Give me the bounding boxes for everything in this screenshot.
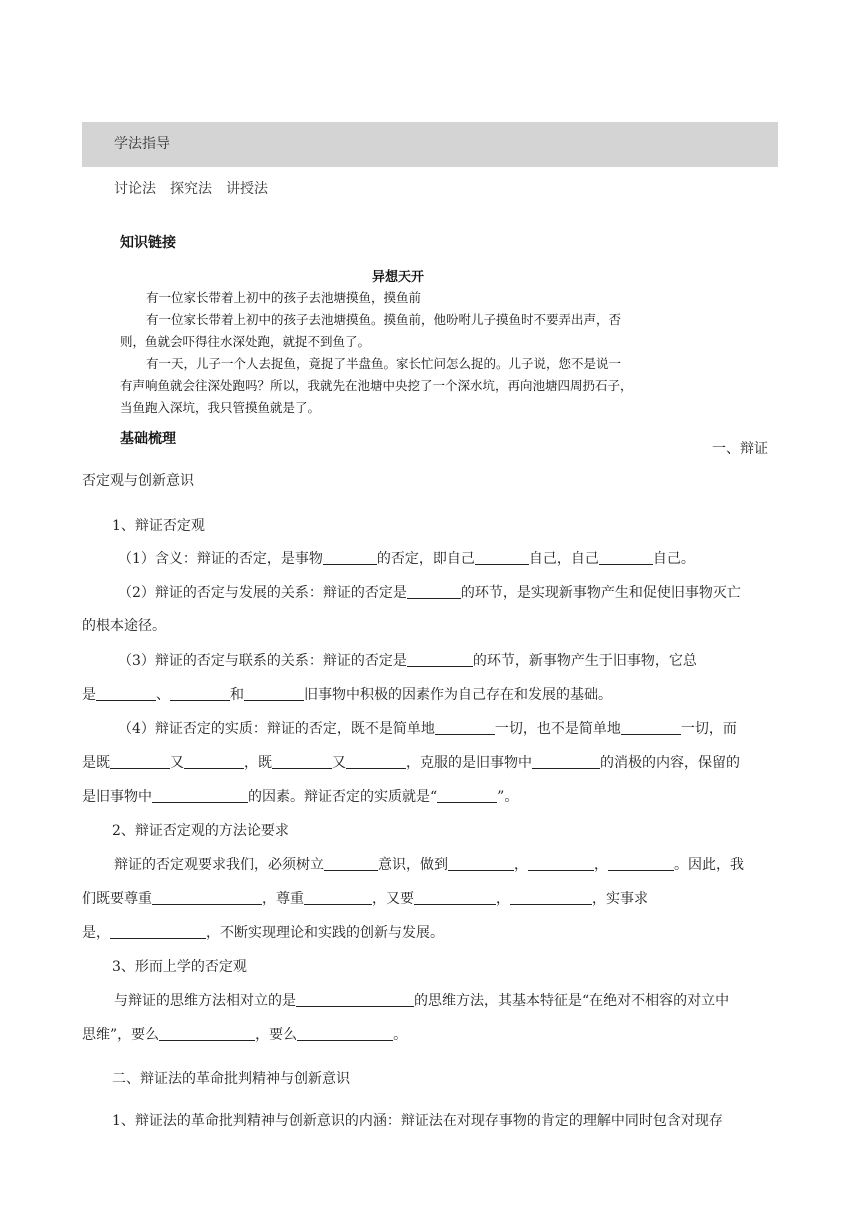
fill-line-connection-cont: 是 、 和 旧事物中积极的因素作为自己存在和发展的基础。 xyxy=(82,687,612,703)
subsection-1-2: 2、辩证否定观的方法论要求 xyxy=(112,823,289,839)
fill-line-development-cont: 的根本途径。 xyxy=(82,618,166,634)
fill-blank[interactable] xyxy=(414,890,496,905)
fill-blank[interactable] xyxy=(152,788,248,803)
fill-blank[interactable] xyxy=(110,924,206,939)
study-method-heading: 学法指导 xyxy=(114,136,170,152)
story-title: 异想天开 xyxy=(372,270,425,285)
fill-blank[interactable] xyxy=(510,890,592,905)
fill-blank[interactable] xyxy=(448,856,514,871)
knowledge-link-heading: 知识链接 xyxy=(120,235,176,251)
basics-heading: 基础梳理 xyxy=(120,431,176,447)
story-line: 有声响鱼就会往深处跑吗？所以，我就先在池塘中央挖了一个深水坑，再向池塘四周扔石子， xyxy=(120,378,633,393)
fill-line-metaphysics-cont: 思维”，要么 ，要么 。 xyxy=(82,1027,408,1043)
fill-line-definition: （1）含义：辩证的否定，是事物 的否定，即自己 自己，自己 自己。 xyxy=(118,551,695,567)
fill-blank[interactable] xyxy=(323,550,377,565)
section-1-heading-part: 一、辩证 xyxy=(712,441,768,457)
fill-blank[interactable] xyxy=(159,1026,255,1041)
fill-blank[interactable] xyxy=(346,754,406,769)
fill-blank[interactable] xyxy=(407,584,461,599)
fill-line-essence-cont: 是既 又 ，既 又 ，克服的是旧事物中 的消极的内容，保留的 xyxy=(82,755,740,771)
subsection-1-1: 1、辩证否定观 xyxy=(112,518,205,534)
story-line: 有一天，儿子一个人去捉鱼，竟捉了半盘鱼。家长忙问怎么捉的。儿子说，您不是说一 xyxy=(146,356,622,371)
fill-blank[interactable] xyxy=(437,788,497,803)
fill-line-essence-cont: 是旧事物中 的因素。辩证否定的实质就是“ ”。 xyxy=(82,789,519,805)
study-method-band xyxy=(82,122,778,167)
fill-line-essence: （4）辩证否定的实质：辩证的否定，既不是简单地 一切，也不是简单地 一切，而 xyxy=(118,721,737,737)
fill-blank[interactable] xyxy=(528,856,594,871)
fill-blank[interactable] xyxy=(435,720,495,735)
teaching-methods: 讨论法 探究法 讲授法 xyxy=(114,181,268,197)
fill-blank[interactable] xyxy=(532,754,600,769)
fill-blank[interactable] xyxy=(96,686,156,701)
story-line: 当鱼跑入深坑，我只管摸鱼就是了。 xyxy=(120,400,321,415)
fill-blank[interactable] xyxy=(272,754,332,769)
fill-blank[interactable] xyxy=(324,856,378,871)
story-line: 有一位家长带着上初中的孩子去池塘摸鱼。摸鱼前，他吩咐儿子摸鱼时不要弄出声，否 xyxy=(146,312,622,327)
fill-line-method: 辩证的否定观要求我们，必须树立 意识，做到 ， ， 。因此，我 xyxy=(114,857,744,873)
fill-blank[interactable] xyxy=(244,686,304,701)
fill-blank[interactable] xyxy=(475,550,529,565)
subsection-1-3: 3、形而上学的否定观 xyxy=(112,959,247,975)
fill-line-connection: （3）辩证的否定与联系的关系：辩证的否定是 的环节，新事物产生于旧事物，它总 xyxy=(118,653,697,669)
section-2-heading: 二、辩证法的革命批判精神与创新意识 xyxy=(112,1071,350,1087)
fill-blank[interactable] xyxy=(296,992,414,1007)
fill-blank[interactable] xyxy=(608,856,674,871)
fill-blank[interactable] xyxy=(304,890,372,905)
fill-blank[interactable] xyxy=(621,720,681,735)
section-1-heading-part: 否定观与创新意识 xyxy=(82,473,194,489)
fill-blank[interactable] xyxy=(110,754,170,769)
fill-line-development: （2）辩证的否定与发展的关系：辩证的否定是 的环节，是实现新事物产生和促使旧事物灭亡 xyxy=(118,585,741,601)
fill-blank[interactable] xyxy=(297,1026,393,1041)
section-2-paragraph: 1、辩证法的革命批判精神与创新意识的内涵：辩证法在对现存事物的肯定的理解中同时包含对现存 xyxy=(112,1113,723,1129)
fill-line-method-cont: 们既要尊重 ，尊重 ，又要 ， ，实事求 xyxy=(82,891,648,907)
fill-blank[interactable] xyxy=(599,550,653,565)
fill-line-metaphysics: 与辩证的思维方法相对立的是 的思维方法，其基本特征是“在绝对不相容的对立中 xyxy=(114,993,730,1009)
fill-blank[interactable] xyxy=(184,754,244,769)
fill-blank[interactable] xyxy=(407,652,473,667)
story-line: 则，鱼就会吓得往水深处跑，就捉不到鱼了。 xyxy=(120,334,371,349)
fill-blank[interactable] xyxy=(152,890,262,905)
story-line: 有一位家长带着上初中的孩子去池塘摸鱼，摸鱼前 xyxy=(146,290,422,305)
fill-blank[interactable] xyxy=(170,686,230,701)
fill-line-method-cont: 是， ，不断实现理论和实践的创新与发展。 xyxy=(82,925,444,941)
